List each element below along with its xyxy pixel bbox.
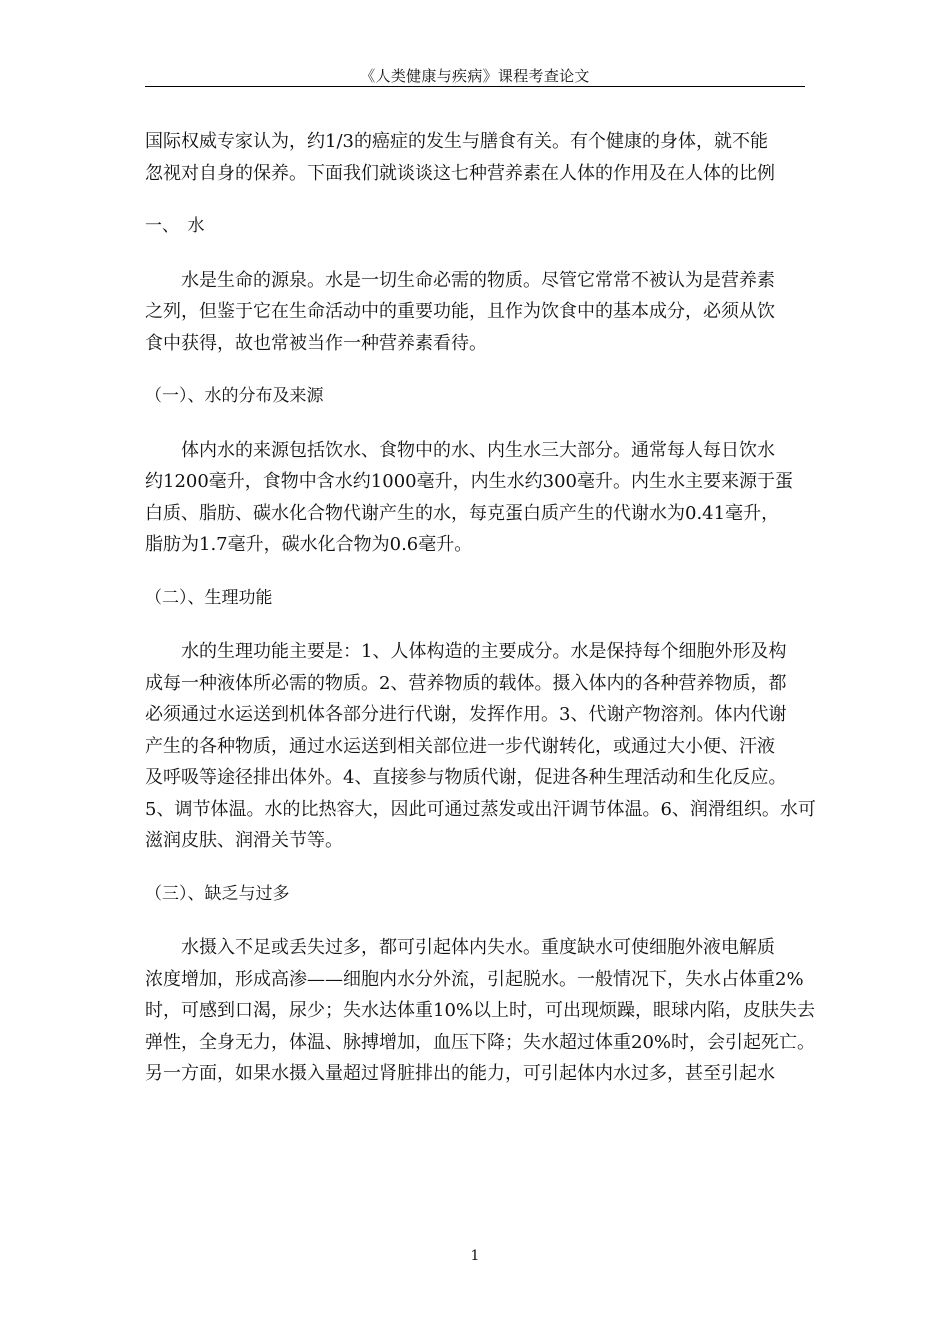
text-line: 食中获得，故也常被当作一种营养素看待。 [145,332,487,354]
text-line: 必须通过水运送到机体各部分进行代谢，发挥作用。3、代谢产物溶剂。体内代谢 [145,704,787,725]
text-line: 水的生理功能主要是：1、人体构造的主要成分。水是保持每个细胞外形及构 [181,641,787,662]
text-line: 及呼吸等途径排出体外。4、直接参与物质代谢，促进各种生理活动和生化反应。 [145,767,787,788]
text-line: 产生的各种物质，通过水运送到相关部位进一步代谢转化，或通过大小便、汗液 [145,735,775,757]
page-body [145,126,816,1090]
text-line: 白质、脂肪、碳水化合物代谢产生的水，每克蛋白质产生的代谢水为0.41毫升， [145,502,780,524]
text-line: 脂肪为1.7毫升，碳水化合物为0.6毫升。 [145,534,473,555]
text-line: 5、调节体温。水的比热容大，因此可通过蒸发或出汗调节体温。6、润滑组织。水可 [145,798,816,820]
text-line: 成每一种液体所必需的物质。2、营养物质的载体。摄入体内的各种营养物质，都 [145,672,787,694]
running-header: 《人类健康与疾病》课程考查论文 [360,67,590,85]
text-line: 国际权威专家认为，约1/3的癌症的发生与膳食有关。有个健康的身体，就不能 [145,131,768,152]
physiology-paragraph [145,636,816,857]
text-line: 忽视对自身的保养。下面我们就谈谈这七种营养素在人体的作用及在人体的比例 [145,162,775,184]
text-line: 体内水的来源包括饮水、食物中的水、内生水三大部分。通常每人每日饮水 [181,439,775,461]
section-heading-water: 一、 水 [145,216,205,236]
distribution-paragraph [145,435,805,561]
deficiency-paragraph [145,932,816,1090]
text-line: 水是生命的源泉。水是一切生命必需的物质。尽管它常常不被认为是营养素 [181,269,775,291]
subheading-deficiency: （三）、缺乏与过多 [145,883,290,904]
text-line: 时，可感到口渴，尿少；失水达体重10%以上时，可出现烦躁，眼球内陷，皮肤失去 [145,1000,816,1021]
text-line: 之列，但鉴于它在生命活动中的重要功能，且作为饮食中的基本成分，必须从饮 [145,301,775,322]
subheading-distribution: （一）、水的分布及来源 [145,386,324,406]
header-rule [145,86,805,87]
text-line: 水摄入不足或丢失过多，都可引起体内失水。重度缺水可使细胞外液电解质 [181,937,775,958]
text-line: 另一方面，如果水摄入量超过肾脏排出的能力，可引起体内水过多，甚至引起水 [145,1063,775,1084]
text-line: 滋润皮肤、润滑关节等。 [145,830,343,851]
intro-paragraph [145,126,805,189]
text-line: 浓度增加，形成高渗——细胞内水分外流，引起脱水。一般情况下，失水占体重2% [145,968,804,990]
water-intro-paragraph [145,265,805,360]
subheading-physiology: （二）、生理功能 [145,587,273,608]
text-line: 约1200毫升，食物中含水约1000毫升，内生水约300毫升。内生水主要来源于蛋 [145,471,793,492]
text-line: 弹性，全身无力，体温、脉搏增加，血压下降；失水超过体重20%时，会引起死亡。 [145,1031,816,1053]
page-number: 1 [470,1248,480,1264]
